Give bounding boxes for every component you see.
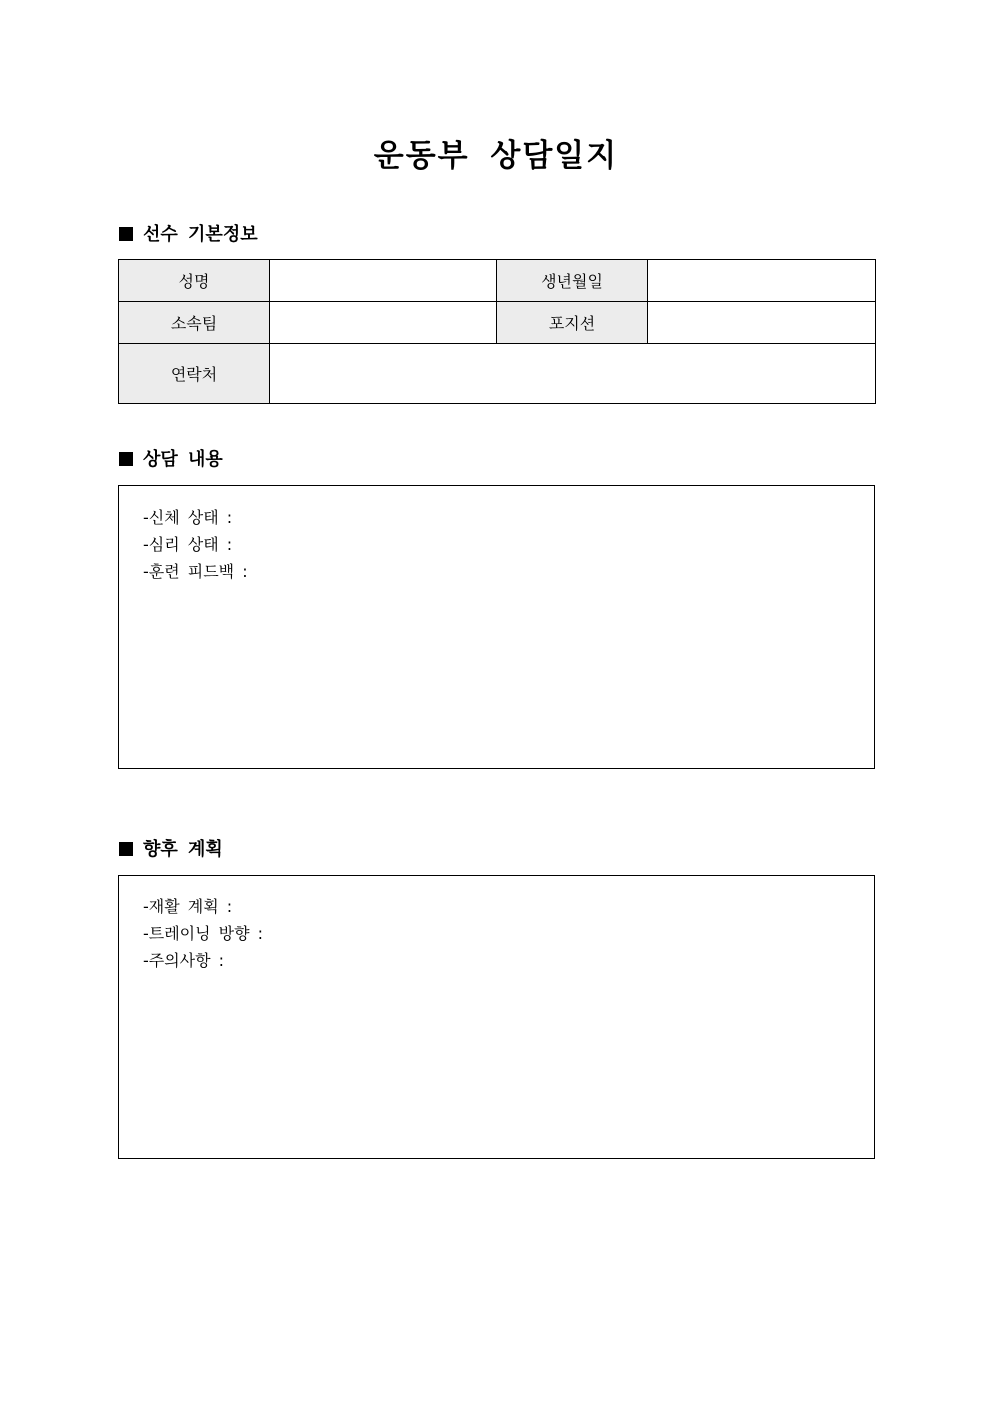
section-heading-consultation (119, 447, 223, 473)
table-row (119, 302, 876, 344)
training-direction-line: -트레이닝 방향 : (143, 924, 264, 943)
mental-condition-line: -심리 상태 : (143, 535, 233, 554)
birthdate-label: 생년월일 (497, 260, 648, 302)
table-row (119, 344, 876, 404)
square-bullet-icon (119, 842, 133, 856)
training-feedback-line: -훈련 피드백 : (143, 562, 248, 581)
team-field[interactable] (270, 302, 497, 344)
contact-label: 연락처 (119, 344, 270, 404)
rehab-plan-line: -재활 계획 : (143, 897, 233, 916)
consultation-box[interactable] (118, 485, 875, 769)
precautions-line: -주의사항 : (143, 951, 225, 970)
section-heading-label: 향후 계획 (143, 839, 223, 860)
contact-field[interactable] (270, 344, 876, 404)
name-label: 성명 (119, 260, 270, 302)
square-bullet-icon (119, 452, 133, 466)
document-title: 운동부 상담일지 (373, 138, 619, 174)
section-heading-basic-info (119, 222, 258, 248)
position-field[interactable] (648, 302, 876, 344)
name-field[interactable] (270, 260, 497, 302)
table-row (119, 260, 876, 302)
section-heading-label: 선수 기본정보 (143, 224, 258, 245)
basic-info-table (118, 259, 876, 404)
square-bullet-icon (119, 227, 133, 241)
section-heading-future-plan (119, 837, 223, 863)
physical-condition-line: -신체 상태 : (143, 508, 233, 527)
team-label: 소속팀 (119, 302, 270, 344)
section-heading-label: 상담 내용 (143, 449, 223, 470)
future-plan-box[interactable] (118, 875, 875, 1159)
birthdate-field[interactable] (648, 260, 876, 302)
position-label: 포지션 (497, 302, 648, 344)
